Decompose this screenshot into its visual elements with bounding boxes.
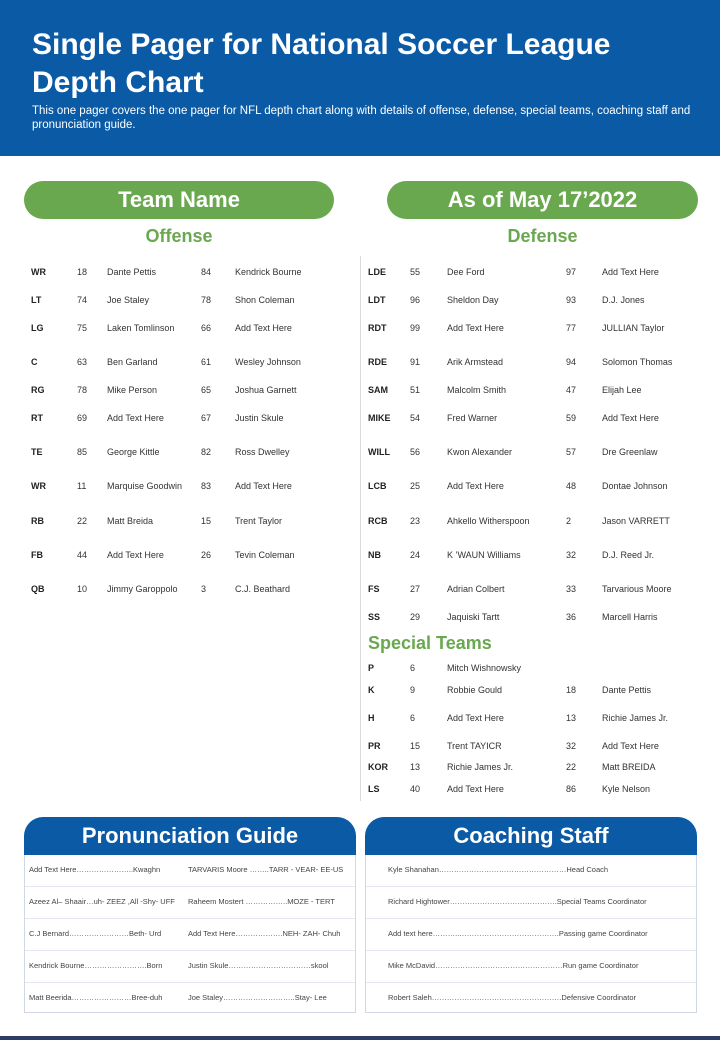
special-teams-starter-number: 13 [410, 762, 421, 772]
pronunciation-row [25, 855, 355, 887]
coaching-staff-header: Coaching Staff [365, 817, 697, 855]
defense-backup-name: Elijah Lee [602, 385, 642, 395]
offense-backup-name: Wesley Johnson [235, 357, 301, 367]
offense-position: RB [31, 516, 44, 526]
offense-starter-number: 85 [77, 447, 88, 457]
coaching-staff-row [366, 887, 696, 919]
offense-position: LT [31, 295, 42, 305]
pronunciation-entry: Azeez Al– Shaair…uh- ZEEZ ,All -Shy- UFF [29, 896, 175, 906]
defense-starter-number: 23 [410, 516, 421, 526]
defense-position: RDE [368, 357, 388, 367]
special-teams-title: Special Teams [368, 633, 492, 653]
page-title: Single Pager for National Soccer League Depth Chart [32, 28, 611, 99]
offense-starter-name: Joe Staley [107, 295, 150, 305]
defense-position: SAM [368, 385, 388, 395]
pronunciation-row [25, 983, 355, 1015]
offense-starter-number: 22 [77, 516, 88, 526]
special-teams-starter-name: Add Text Here [447, 713, 504, 723]
defense-backup-name: Dontae Johnson [602, 481, 668, 491]
offense-backup-name: C.J. Beathard [235, 584, 291, 594]
pronunciation-guide-box [24, 855, 356, 1013]
special-teams-starter-number: 9 [410, 685, 416, 695]
offense-backup-number: 83 [201, 481, 212, 491]
defense-position: NB [368, 550, 381, 560]
offense-backup-name: Shon Coleman [235, 295, 295, 305]
offense-starter-number: 11 [77, 481, 87, 491]
defense-starter-name: Sheldon Day [447, 295, 499, 305]
as-of-date-pill: As of May 17’2022 [387, 181, 698, 219]
coaching-staff-row [366, 855, 696, 887]
defense-starter-name: Arik Armstead [447, 357, 504, 367]
defense-position: RCB [368, 516, 388, 526]
defense-backup-name: Tarvarious Moore [602, 584, 672, 594]
defense-backup-number: 77 [566, 323, 577, 333]
pronunciation-row [25, 887, 355, 919]
special-teams-starter-number: 6 [410, 713, 416, 723]
offense-position: TE [31, 447, 43, 457]
special-teams-position: KOR [368, 762, 388, 772]
pronunciation-entry: C.J Bernard……………………Beth- Urd [29, 928, 162, 938]
coaching-staff-entry: Add text here………..………………………………….Passing game Coordinator [388, 928, 648, 938]
defense-backup-name: Marcell Harris [602, 612, 658, 622]
offense-backup-number: 65 [201, 385, 212, 395]
offense-starter-name: Ben Garland [107, 357, 158, 367]
offense-starter-name: Marquise Goodwin [107, 481, 183, 491]
coaching-staff-entry: Richard Hightower…………………………………….Special Teams Coordinator [388, 896, 647, 906]
defense-position: MIKE [368, 413, 391, 423]
defense-backup-name: D.J. Jones [602, 295, 645, 305]
pronunciation-entry: Matt Beerida……………………Bree-duh [29, 992, 163, 1002]
offense-backup-name: Add Text Here [235, 323, 292, 333]
defense-title: Defense [507, 226, 578, 246]
defense-starter-name: Malcolm Smith [447, 385, 507, 395]
header-banner [0, 0, 720, 156]
defense-backup-name: Add Text Here [602, 413, 659, 423]
defense-backup-number: 33 [566, 584, 577, 594]
offense-position: FB [31, 550, 43, 560]
offense-backup-number: 82 [201, 447, 212, 457]
special-teams-starter-number: 15 [410, 741, 421, 751]
special-teams-backup-number: 86 [566, 784, 577, 794]
defense-starter-number: 96 [410, 295, 421, 305]
coaching-staff-entry: Robert Saleh…………………………………………….Defensive Coordinator [388, 992, 636, 1002]
pronunciation-entry: Kendrick Bourne…………………….Born [29, 960, 163, 970]
column-divider [360, 256, 361, 801]
team-name-pill: Team Name [24, 181, 334, 219]
special-teams-backup-name: Matt BREIDA [602, 762, 656, 772]
offense-starter-number: 78 [77, 385, 88, 395]
defense-starter-name: Fred Warner [447, 413, 498, 423]
defense-starter-name: Dee Ford [447, 267, 485, 277]
offense-position: QB [31, 584, 45, 594]
defense-backup-name: Add Text Here [602, 267, 659, 277]
offense-starter-number: 63 [77, 357, 88, 367]
offense-starter-number: 18 [77, 267, 88, 277]
coaching-staff-row [366, 951, 696, 983]
pronunciation-entry: Add Text Here…………………..Kwaghn [29, 864, 161, 874]
defense-backup-name: Jason VARRETT [602, 516, 670, 526]
offense-backup-name: Trent Taylor [235, 516, 283, 526]
defense-starter-name: K ’WAUN Williams [447, 550, 521, 560]
coaching-staff-entry: Mike McDavid……………………………………………Run game Coordinator [388, 960, 639, 970]
offense-title: Offense [145, 226, 213, 246]
defense-backup-number: 48 [566, 481, 577, 491]
defense-backup-number: 47 [566, 385, 577, 395]
pronunciation-entry: TARVARIS Moore ……..TARR - VEAR- EE-US [188, 864, 344, 874]
offense-position: WR [31, 267, 46, 277]
special-teams-starter-number: 6 [410, 663, 416, 673]
offense-position: RT [31, 413, 43, 423]
defense-starter-name: Jaquiski Tartt [447, 612, 500, 622]
special-teams-starter-name: Mitch Wishnowsky [447, 663, 522, 673]
offense-backup-name: Tevin Coleman [235, 550, 295, 560]
offense-backup-number: 84 [201, 267, 212, 277]
offense-position: RG [31, 385, 45, 395]
defense-position: RDT [368, 323, 387, 333]
offense-starter-name: Jimmy Garoppolo [107, 584, 178, 594]
defense-starter-number: 24 [410, 550, 421, 560]
defense-starter-number: 27 [410, 584, 421, 594]
defense-starter-number: 91 [410, 357, 421, 367]
defense-starter-number: 99 [410, 323, 421, 333]
defense-starter-name: Kwon Alexander [447, 447, 513, 457]
coaching-staff-box [365, 855, 697, 1013]
defense-backup-name: Dre Greenlaw [602, 447, 658, 457]
special-teams-position: P [368, 663, 375, 673]
special-teams-starter-name: Richie James Jr. [447, 762, 514, 772]
offense-backup-number: 26 [201, 550, 212, 560]
special-teams-backup-name: Dante Pettis [602, 685, 652, 695]
special-teams-backup-number: 13 [566, 713, 577, 723]
special-teams-backup-name: Add Text Here [602, 741, 659, 751]
offense-starter-name: Add Text Here [107, 550, 164, 560]
offense-position: C [31, 357, 38, 367]
special-teams-backup-number: 18 [566, 685, 577, 695]
page-subtitle: This one pager covers the one pager for NFL depth chart along with details of offense, defense, special teams, coaching staff and pronunciation guide. [32, 105, 691, 131]
special-teams-starter-name: Robbie Gould [447, 685, 503, 695]
offense-backup-name: Ross Dwelley [235, 447, 290, 457]
special-teams-backup-name: Kyle Nelson [602, 784, 651, 794]
defense-starter-name: Add Text Here [447, 323, 504, 333]
offense-backup-name: Joshua Garnett [235, 385, 297, 395]
defense-backup-number: 57 [566, 447, 577, 457]
offense-backup-number: 78 [201, 295, 212, 305]
offense-starter-number: 69 [77, 413, 88, 423]
pronunciation-entry: Joe Staley………………………..Stay- Lee [188, 992, 327, 1002]
offense-starter-name: Add Text Here [107, 413, 164, 423]
defense-starter-number: 54 [410, 413, 421, 423]
defense-position: SS [368, 612, 381, 622]
offense-backup-number: 15 [201, 516, 212, 526]
defense-backup-number: 93 [566, 295, 577, 305]
special-teams-position: H [368, 713, 375, 723]
pronunciation-guide-header: Pronunciation Guide [24, 817, 356, 855]
defense-backup-number: 59 [566, 413, 577, 423]
special-teams-starter-name: Add Text Here [447, 784, 504, 794]
offense-backup-number: 67 [201, 413, 212, 423]
pronunciation-entry: Justin Skule……………………………skool [188, 960, 329, 970]
defense-backup-name: JULLIAN Taylor [602, 323, 665, 333]
special-teams-backup-number: 32 [566, 741, 577, 751]
defense-position: LDE [368, 267, 386, 277]
defense-backup-number: 32 [566, 550, 577, 560]
defense-starter-name: Add Text Here [447, 481, 504, 491]
defense-starter-name: Adrian Colbert [447, 584, 505, 594]
special-teams-position: K [368, 685, 375, 695]
defense-position: WILL [368, 447, 390, 457]
offense-backup-number: 3 [201, 584, 207, 594]
defense-backup-number: 94 [566, 357, 577, 367]
defense-backup-name: D.J. Reed Jr. [602, 550, 655, 560]
offense-position: WR [31, 481, 46, 491]
offense-starter-name: Mike Person [107, 385, 158, 395]
offense-position: LG [31, 323, 44, 333]
defense-starter-number: 55 [410, 267, 421, 277]
defense-starter-number: 29 [410, 612, 421, 622]
defense-position: FS [368, 584, 380, 594]
special-teams-backup-name: Richie James Jr. [602, 713, 669, 723]
offense-starter-number: 75 [77, 323, 88, 333]
offense-starter-name: Dante Pettis [107, 267, 157, 277]
pronunciation-row [25, 919, 355, 951]
defense-backup-number: 97 [566, 267, 577, 277]
defense-starter-name: Ahkello Witherspoon [447, 516, 530, 526]
special-teams-position: LS [368, 784, 380, 794]
bottom-rule [0, 1036, 720, 1040]
pronunciation-entry: Raheem Mostert ……………..MOZE - TERT [188, 896, 335, 906]
defense-backup-number: 2 [566, 516, 572, 526]
defense-starter-number: 25 [410, 481, 421, 491]
pronunciation-entry: Add Text Here……………….NEH- ZAH- Chuh [188, 928, 341, 938]
defense-position: LDT [368, 295, 386, 305]
offense-backup-name: Add Text Here [235, 481, 292, 491]
offense-starter-name: George Kittle [107, 447, 160, 457]
offense-backup-name: Justin Skule [235, 413, 284, 423]
offense-backup-number: 66 [201, 323, 212, 333]
pronunciation-row [25, 951, 355, 983]
offense-backup-number: 61 [201, 357, 212, 367]
coaching-staff-entry: Kyle Shanahan……………………………………………Head Coach [388, 864, 609, 874]
special-teams-backup-number: 22 [566, 762, 577, 772]
offense-starter-name: Laken Tomlinson [107, 323, 175, 333]
special-teams-starter-number: 40 [410, 784, 421, 794]
defense-position: LCB [368, 481, 387, 491]
defense-backup-name: Solomon Thomas [602, 357, 673, 367]
special-teams-starter-name: Trent TAYICR [447, 741, 502, 751]
coaching-staff-row [366, 919, 696, 951]
offense-starter-number: 44 [77, 550, 88, 560]
defense-starter-number: 56 [410, 447, 421, 457]
defense-backup-number: 36 [566, 612, 577, 622]
defense-starter-number: 51 [410, 385, 421, 395]
offense-starter-number: 10 [77, 584, 88, 594]
special-teams-position: PR [368, 741, 381, 751]
coaching-staff-row [366, 983, 696, 1015]
offense-backup-name: Kendrick Bourne [235, 267, 302, 277]
offense-starter-name: Matt Breida [107, 516, 154, 526]
offense-starter-number: 74 [77, 295, 88, 305]
